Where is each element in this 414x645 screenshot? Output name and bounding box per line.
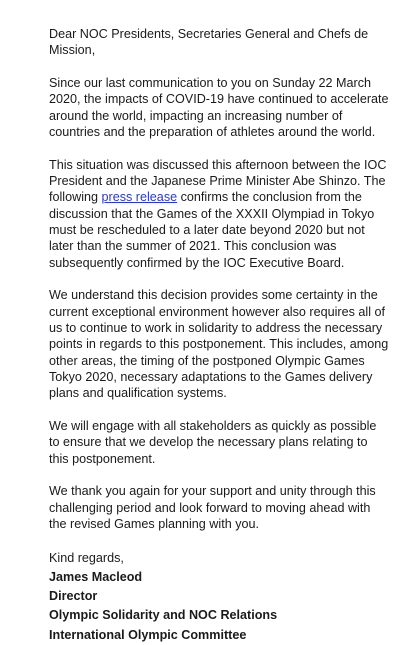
paragraph-solidarity: We understand this decision provides some certainty in the current exceptional environment however also requires all of us to continue to work in solidarity to address the necessary points in regards to this postponement. This includes, among other areas, the timing of the postponed Olympic Games Tokyo 2020, necessary adaptations to the Games delivery plans and qualification systems. [49, 288, 389, 401]
signatory-organization: International Olympic Committee [49, 627, 247, 642]
signatory-name: James Macleod [49, 569, 143, 584]
paragraph-thanks: We thank you again for your support and unity through this challenging period and look forward to moving ahead with the revised Games planning with you. [49, 484, 376, 531]
paragraph-text-before-link: This situation was discussed this afternoon between the IOC President and the Japanese Prime Minister Abe Shinzo. The following [49, 157, 387, 205]
paragraph-covid-impacts: Since our last communication to you on Sunday 22 March 2020, the impacts of COVID-19 have continued to accelerate around the world, impacting an increasing number of countries and the preparation of athletes around the world. [49, 76, 389, 139]
signatory-department: Olympic Solidarity and NOC Relations [49, 608, 278, 623]
press-release-link[interactable]: press release [101, 190, 178, 205]
letter-body [49, 26, 389, 645]
signature-block [49, 549, 389, 645]
closing-line: Kind regards, [49, 550, 124, 565]
paragraph-postponement-decision [49, 157, 389, 271]
signatory-title: Director [49, 589, 98, 604]
paragraph-text-after-link: confirms the conclusion from the discussion that the Games of the XXXII Olympiad in Tokyo must be rescheduled to a later date beyond 2020 but not later than the summer of 2021. This conclusion was subsequently confirmed by the IOC Executive Board. [49, 190, 375, 270]
salutation: Dear NOC Presidents, Secretaries General and Chefs de Mission, [49, 27, 369, 58]
paragraph-engagement: We will engage with all stakeholders as quickly as possible to ensure that we develop the necessary plans relating to this postponement. [49, 418, 377, 466]
